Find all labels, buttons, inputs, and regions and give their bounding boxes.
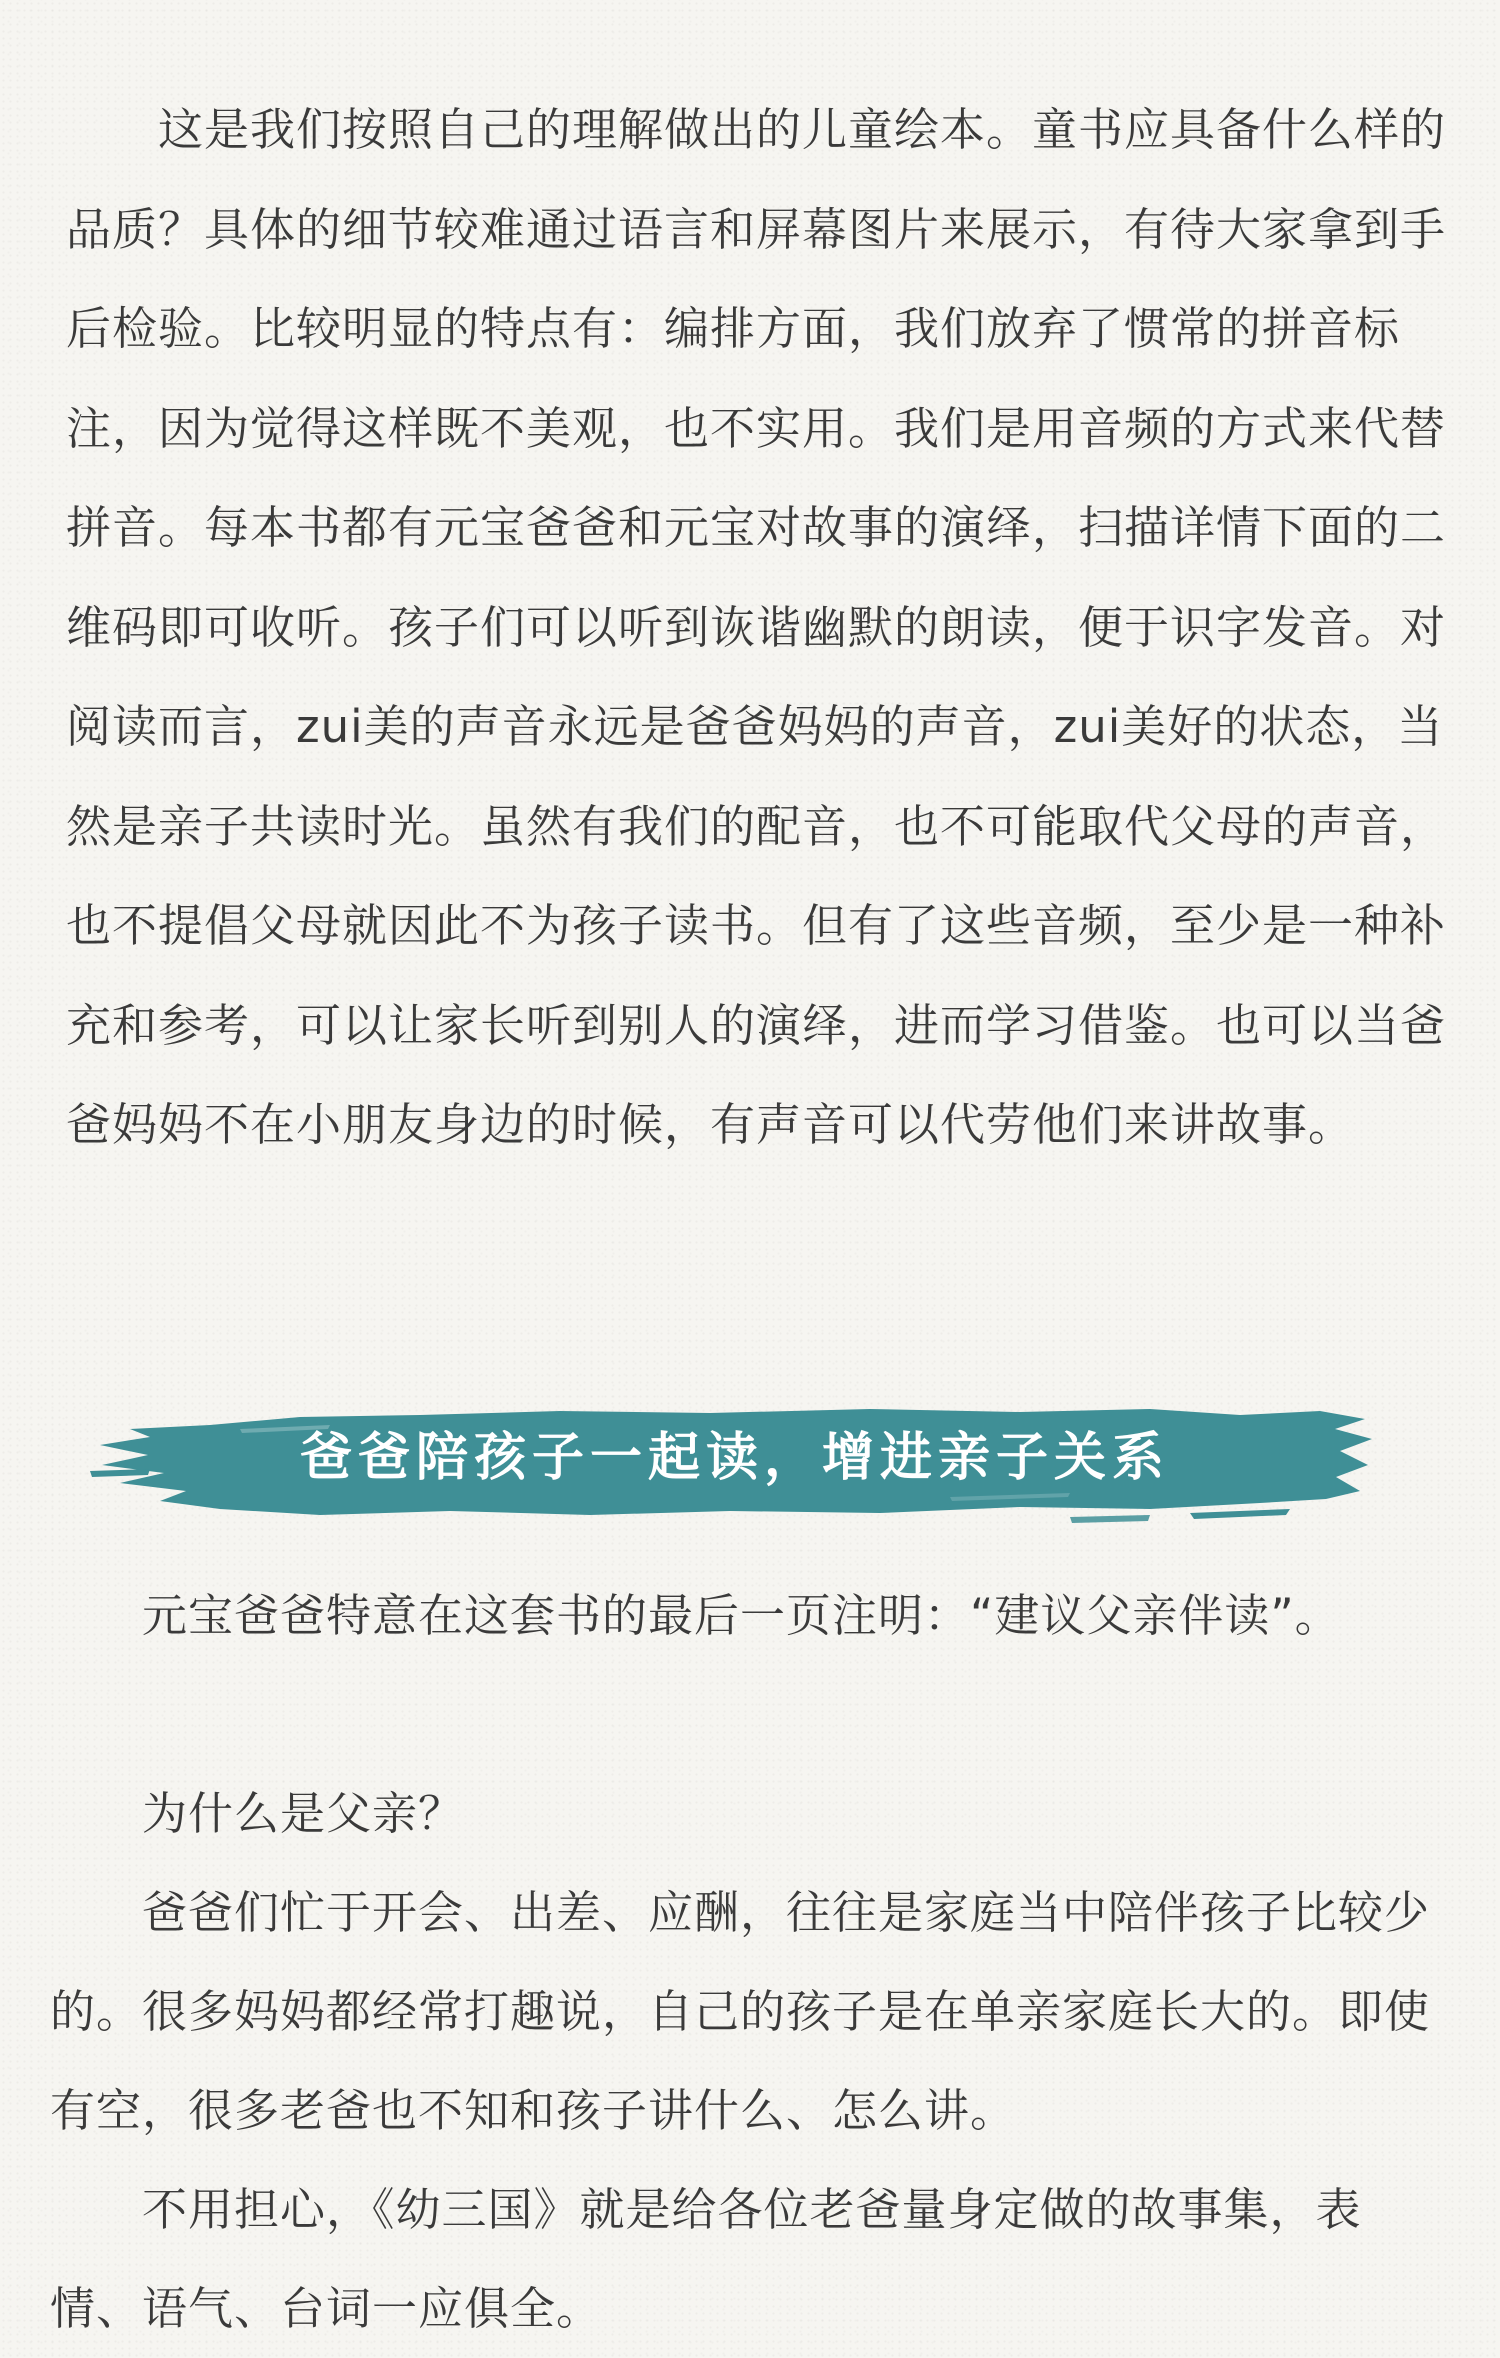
section-paragraph-3: 爸爸们忙于开会、出差、应酬，往往是家庭当中陪伴孩子比较少的。很多妈妈都经常打趣说，自己的孩子是在单亲家庭长大的。即使有空，很多老爸也不知和孩子讲什么、怎么讲。 [50,1886,1431,2137]
section-paragraph-2: 为什么是父亲？ [50,1787,465,1840]
section-heading-banner [90,1385,1380,1535]
section-heading-title: 爸爸陪孩子一起读，增进亲子关系 [299,1427,1170,1488]
section-paragraph-1: 元宝爸爸特意在这套书的最后一页注明：“建议父亲伴读”。 [50,1589,1341,1642]
intro-paragraph: 这是我们按照自己的理解做出的儿童绘本。童书应具备什么样的品质？具体的细节较难通过语言和屏幕图片来展示，有待大家拿到手后检验。比较明显的特点有：编排方面，我们放弃了惯常的拼音标注，因为觉得这样既不美观，也不实用。我们是用音频的方式来代替拼音。每本书都有元宝爸爸和元宝对故事的演绎，扫描详情下面的二维码即可收听。孩子们可以听到诙谐幽默的朗读，便于识字发音。对阅读而言，zui美的声音永远是爸爸妈妈的声音，zui美好的状态，当然是亲子共读时光。虽然有我们的配音，也不可能取代父母的声音，也不提倡父母就因此不为孩子读书。但有了这些音频，至少是一种补充和参考，可以让家长听到别人的演绎，进而学习借鉴。也可以当爸爸妈妈不在小朋友身边的时候，有声音可以代劳他们来讲故事。 [66,103,1447,1151]
section-paragraph-4: 不用担心，《幼三国》就是给各位老爸量身定做的故事集，表情、语气、台词一应俱全。 [50,2183,1362,2335]
